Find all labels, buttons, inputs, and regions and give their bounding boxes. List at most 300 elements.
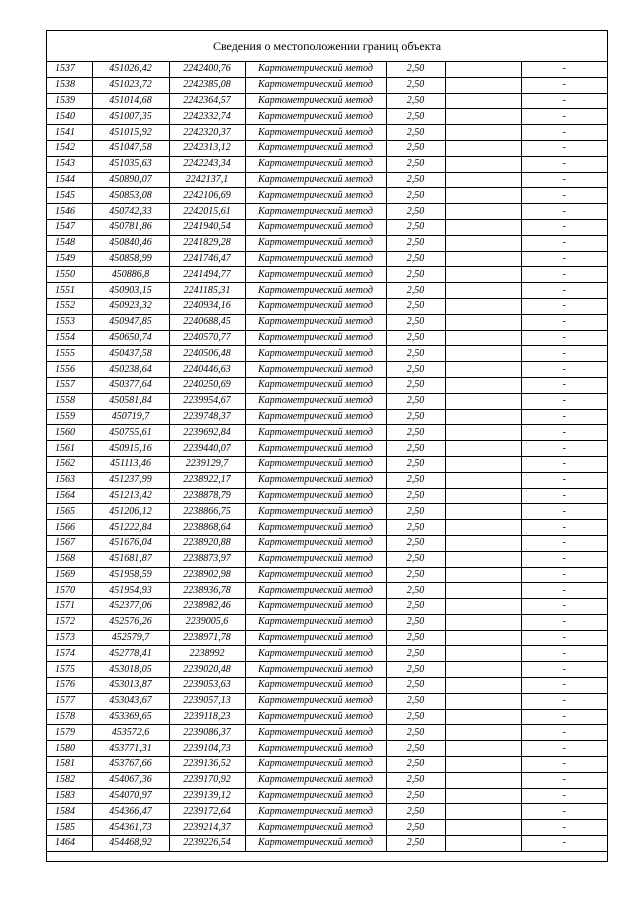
cell-note: - <box>521 788 607 804</box>
cell-x: 451206,12 <box>92 504 169 520</box>
cell-point: 1583 <box>47 788 92 804</box>
cell-note: - <box>521 298 607 314</box>
cell-point: 1568 <box>47 551 92 567</box>
cell-accuracy: 2,50 <box>386 314 445 330</box>
cell-accuracy: 2,50 <box>386 709 445 725</box>
cell-accuracy: 2,50 <box>386 836 445 852</box>
cell-note: - <box>521 725 607 741</box>
cell-point: 1569 <box>47 567 92 583</box>
cell-accuracy: 2,50 <box>386 298 445 314</box>
cell-accuracy: 2,50 <box>386 520 445 536</box>
cell-method: Картометрический метод <box>245 504 386 520</box>
cell-x: 451213,42 <box>92 488 169 504</box>
cell-point: 1580 <box>47 741 92 757</box>
table-row <box>47 109 607 125</box>
cell-description <box>445 646 521 662</box>
cell-method: Картометрический метод <box>245 441 386 457</box>
cell-method: Картометрический метод <box>245 219 386 235</box>
cell-description <box>445 298 521 314</box>
table-row <box>47 456 607 472</box>
cell-note: - <box>521 109 607 125</box>
cell-point: 1547 <box>47 219 92 235</box>
cell-point: 1543 <box>47 156 92 172</box>
cell-method: Картометрический метод <box>245 567 386 583</box>
cell-y: 2242320,37 <box>169 125 245 141</box>
cell-description <box>445 219 521 235</box>
cell-y: 2238866,75 <box>169 504 245 520</box>
cell-accuracy: 2,50 <box>386 156 445 172</box>
cell-x: 450890,07 <box>92 172 169 188</box>
cell-point: 1542 <box>47 140 92 156</box>
cell-note: - <box>521 488 607 504</box>
cell-accuracy: 2,50 <box>386 93 445 109</box>
cell-description <box>445 757 521 773</box>
cell-x: 451015,92 <box>92 125 169 141</box>
cell-point: 1548 <box>47 235 92 251</box>
cell-note: - <box>521 204 607 220</box>
cell-x: 453018,05 <box>92 662 169 678</box>
cell-x: 451014,68 <box>92 93 169 109</box>
cell-y: 2242243,34 <box>169 156 245 172</box>
cell-note: - <box>521 662 607 678</box>
cell-y: 2242364,57 <box>169 93 245 109</box>
cell-y: 2242400,76 <box>169 62 245 77</box>
cell-note: - <box>521 583 607 599</box>
cell-note: - <box>521 251 607 267</box>
table-row <box>47 662 607 678</box>
cell-accuracy: 2,50 <box>386 251 445 267</box>
table-row <box>47 709 607 725</box>
cell-y: 2239440,07 <box>169 441 245 457</box>
cell-note: - <box>521 772 607 788</box>
cell-x: 453043,67 <box>92 693 169 709</box>
cell-method: Картометрический метод <box>245 693 386 709</box>
cell-note: - <box>521 377 607 393</box>
table-row <box>47 725 607 741</box>
cell-accuracy: 2,50 <box>386 172 445 188</box>
cell-y: 2240446,63 <box>169 362 245 378</box>
cell-x: 451035,63 <box>92 156 169 172</box>
table-row <box>47 804 607 820</box>
cell-method: Картометрический метод <box>245 140 386 156</box>
table-row <box>47 788 607 804</box>
table-row <box>47 583 607 599</box>
cell-method: Картометрический метод <box>245 646 386 662</box>
cell-method: Картометрический метод <box>245 235 386 251</box>
table-row <box>47 125 607 141</box>
cell-method: Картометрический метод <box>245 125 386 141</box>
cell-y: 2238922,17 <box>169 472 245 488</box>
cell-point: 1560 <box>47 425 92 441</box>
cell-point: 1574 <box>47 646 92 662</box>
cell-point: 1552 <box>47 298 92 314</box>
cell-x: 451681,87 <box>92 551 169 567</box>
cell-method: Картометрический метод <box>245 583 386 599</box>
cell-accuracy: 2,50 <box>386 393 445 409</box>
cell-note: - <box>521 235 607 251</box>
cell-y: 2240250,69 <box>169 377 245 393</box>
cell-accuracy: 2,50 <box>386 583 445 599</box>
cell-accuracy: 2,50 <box>386 362 445 378</box>
cell-description <box>445 725 521 741</box>
cell-point: 1555 <box>47 346 92 362</box>
cell-method: Картометрический метод <box>245 362 386 378</box>
cell-note: - <box>521 393 607 409</box>
cell-x: 451237,99 <box>92 472 169 488</box>
cell-y: 2240688,45 <box>169 314 245 330</box>
cell-point: 1549 <box>47 251 92 267</box>
cell-accuracy: 2,50 <box>386 804 445 820</box>
cell-point: 1545 <box>47 188 92 204</box>
cell-note: - <box>521 741 607 757</box>
cell-description <box>445 678 521 694</box>
cell-method: Картометрический метод <box>245 788 386 804</box>
cell-description <box>445 583 521 599</box>
cell-accuracy: 2,50 <box>386 235 445 251</box>
cell-description <box>445 283 521 299</box>
cell-accuracy: 2,50 <box>386 330 445 346</box>
cell-method: Картометрический метод <box>245 488 386 504</box>
cell-accuracy: 2,50 <box>386 62 445 77</box>
table-row <box>47 630 607 646</box>
cell-x: 452576,26 <box>92 614 169 630</box>
cell-y: 2242385,08 <box>169 77 245 93</box>
cell-point: 1585 <box>47 820 92 836</box>
cell-note: - <box>521 614 607 630</box>
cell-y: 2238936,78 <box>169 583 245 599</box>
cell-accuracy: 2,50 <box>386 504 445 520</box>
cell-accuracy: 2,50 <box>386 267 445 283</box>
cell-method: Картометрический метод <box>245 757 386 773</box>
table-row <box>47 488 607 504</box>
cell-method: Картометрический метод <box>245 520 386 536</box>
cell-point: 1578 <box>47 709 92 725</box>
document-sheet <box>46 30 608 862</box>
cell-x: 450840,46 <box>92 235 169 251</box>
cell-x: 451954,93 <box>92 583 169 599</box>
cell-method: Картометрический метод <box>245 298 386 314</box>
table-row <box>47 551 607 567</box>
cell-x: 450923,32 <box>92 298 169 314</box>
cell-point: 1582 <box>47 772 92 788</box>
cell-y: 2241940,54 <box>169 219 245 235</box>
cell-point: 1566 <box>47 520 92 536</box>
cell-accuracy: 2,50 <box>386 820 445 836</box>
table-row <box>47 504 607 520</box>
cell-accuracy: 2,50 <box>386 441 445 457</box>
cell-method: Картометрический метод <box>245 109 386 125</box>
cell-note: - <box>521 757 607 773</box>
cell-x: 450437,58 <box>92 346 169 362</box>
cell-y: 2239005,6 <box>169 614 245 630</box>
cell-note: - <box>521 140 607 156</box>
cell-description <box>445 125 521 141</box>
cell-note: - <box>521 346 607 362</box>
cell-description <box>445 62 521 77</box>
cell-description <box>445 788 521 804</box>
cell-x: 453013,87 <box>92 678 169 694</box>
cell-point: 1544 <box>47 172 92 188</box>
cell-note: - <box>521 693 607 709</box>
cell-note: - <box>521 156 607 172</box>
cell-x: 451958,59 <box>92 567 169 583</box>
cell-note: - <box>521 314 607 330</box>
cell-note: - <box>521 709 607 725</box>
cell-method: Картометрический метод <box>245 614 386 630</box>
cell-y: 2239139,12 <box>169 788 245 804</box>
cell-point: 1561 <box>47 441 92 457</box>
table-row <box>47 204 607 220</box>
cell-accuracy: 2,50 <box>386 693 445 709</box>
cell-accuracy: 2,50 <box>386 125 445 141</box>
cell-description <box>445 836 521 852</box>
cell-note: - <box>521 441 607 457</box>
cell-description <box>445 772 521 788</box>
cell-y: 2238868,64 <box>169 520 245 536</box>
table-row <box>47 140 607 156</box>
cell-x: 452579,7 <box>92 630 169 646</box>
cell-x: 450947,85 <box>92 314 169 330</box>
cell-x: 451026,42 <box>92 62 169 77</box>
table-row <box>47 441 607 457</box>
cell-method: Картометрический метод <box>245 836 386 852</box>
cell-x: 454468,92 <box>92 836 169 852</box>
cell-y: 2239053,63 <box>169 678 245 694</box>
cell-method: Картометрический метод <box>245 662 386 678</box>
cell-point: 1558 <box>47 393 92 409</box>
cell-note: - <box>521 219 607 235</box>
cell-accuracy: 2,50 <box>386 219 445 235</box>
cell-point: 1546 <box>47 204 92 220</box>
table-row <box>47 741 607 757</box>
cell-y: 2239104,73 <box>169 741 245 757</box>
cell-note: - <box>521 567 607 583</box>
cell-point: 1567 <box>47 535 92 551</box>
cell-description <box>445 820 521 836</box>
cell-point: 1556 <box>47 362 92 378</box>
table-row <box>47 772 607 788</box>
cell-point: 1577 <box>47 693 92 709</box>
cell-point: 1540 <box>47 109 92 125</box>
cell-accuracy: 2,50 <box>386 488 445 504</box>
table-row <box>47 188 607 204</box>
cell-method: Картометрический метод <box>245 267 386 283</box>
cell-x: 450719,7 <box>92 409 169 425</box>
cell-y: 2242313,12 <box>169 140 245 156</box>
cell-x: 452778,41 <box>92 646 169 662</box>
cell-method: Картометрический метод <box>245 283 386 299</box>
cell-description <box>445 472 521 488</box>
cell-y: 2242332,74 <box>169 109 245 125</box>
cell-accuracy: 2,50 <box>386 599 445 615</box>
cell-method: Картометрический метод <box>245 535 386 551</box>
cell-point: 1537 <box>47 62 92 77</box>
cell-note: - <box>521 646 607 662</box>
cell-method: Картометрический метод <box>245 772 386 788</box>
cell-x: 454070,97 <box>92 788 169 804</box>
cell-method: Картометрический метод <box>245 551 386 567</box>
cell-description <box>445 425 521 441</box>
table-row <box>47 409 607 425</box>
cell-note: - <box>521 551 607 567</box>
cell-accuracy: 2,50 <box>386 140 445 156</box>
cell-description <box>445 630 521 646</box>
cell-x: 451023,72 <box>92 77 169 93</box>
cell-y: 2241185,31 <box>169 283 245 299</box>
cell-description <box>445 535 521 551</box>
table-row <box>47 77 607 93</box>
cell-method: Картометрический метод <box>245 377 386 393</box>
cell-description <box>445 172 521 188</box>
cell-note: - <box>521 520 607 536</box>
cell-x: 450781,86 <box>92 219 169 235</box>
cell-x: 450238,64 <box>92 362 169 378</box>
cell-description <box>445 362 521 378</box>
table-row <box>47 377 607 393</box>
cell-description <box>445 520 521 536</box>
table-row <box>47 346 607 362</box>
cell-y: 2239748,37 <box>169 409 245 425</box>
cell-description <box>445 567 521 583</box>
cell-x: 450377,64 <box>92 377 169 393</box>
cell-note: - <box>521 678 607 694</box>
cell-point: 1570 <box>47 583 92 599</box>
cell-y: 2241746,47 <box>169 251 245 267</box>
cell-point: 1584 <box>47 804 92 820</box>
cell-x: 450755,61 <box>92 425 169 441</box>
table-row <box>47 330 607 346</box>
cell-accuracy: 2,50 <box>386 741 445 757</box>
document-title: Сведения о местоположении границ объекта <box>47 31 607 62</box>
table-row <box>47 520 607 536</box>
cell-point: 1581 <box>47 757 92 773</box>
cell-note: - <box>521 267 607 283</box>
cell-x: 451676,04 <box>92 535 169 551</box>
cell-y: 2239214,37 <box>169 820 245 836</box>
cell-description <box>445 709 521 725</box>
table-row <box>47 820 607 836</box>
cell-note: - <box>521 820 607 836</box>
cell-accuracy: 2,50 <box>386 377 445 393</box>
table-row <box>47 393 607 409</box>
cell-method: Картометрический метод <box>245 172 386 188</box>
cell-y: 2239129,7 <box>169 456 245 472</box>
cell-x: 453572,6 <box>92 725 169 741</box>
cell-point: 1576 <box>47 678 92 694</box>
cell-method: Картометрический метод <box>245 472 386 488</box>
cell-method: Картометрический метод <box>245 678 386 694</box>
cell-method: Картометрический метод <box>245 251 386 267</box>
cell-accuracy: 2,50 <box>386 204 445 220</box>
cell-y: 2239692,84 <box>169 425 245 441</box>
cell-note: - <box>521 472 607 488</box>
cell-method: Картометрический метод <box>245 188 386 204</box>
table-row <box>47 298 607 314</box>
cell-x: 451222,84 <box>92 520 169 536</box>
table-row <box>47 678 607 694</box>
cell-method: Картометрический метод <box>245 599 386 615</box>
cell-note: - <box>521 362 607 378</box>
cell-point: 1563 <box>47 472 92 488</box>
cell-note: - <box>521 456 607 472</box>
table-row <box>47 693 607 709</box>
cell-x: 454361,73 <box>92 820 169 836</box>
cell-accuracy: 2,50 <box>386 772 445 788</box>
cell-point: 1557 <box>47 377 92 393</box>
cell-accuracy: 2,50 <box>386 283 445 299</box>
cell-x: 453767,66 <box>92 757 169 773</box>
cell-description <box>445 551 521 567</box>
cell-note: - <box>521 425 607 441</box>
cell-description <box>445 488 521 504</box>
cell-y: 2242106,69 <box>169 188 245 204</box>
cell-y: 2239226,54 <box>169 836 245 852</box>
cell-point: 1538 <box>47 77 92 93</box>
cell-point: 1541 <box>47 125 92 141</box>
cell-description <box>445 346 521 362</box>
cell-description <box>445 156 521 172</box>
cell-y: 2240506,48 <box>169 346 245 362</box>
cell-point: 1575 <box>47 662 92 678</box>
cell-note: - <box>521 804 607 820</box>
cell-method: Картометрический метод <box>245 725 386 741</box>
cell-y: 2241494,77 <box>169 267 245 283</box>
table-row <box>47 283 607 299</box>
cell-description <box>445 377 521 393</box>
cell-accuracy: 2,50 <box>386 614 445 630</box>
cell-description <box>445 409 521 425</box>
cell-description <box>445 314 521 330</box>
cell-x: 451113,46 <box>92 456 169 472</box>
cell-x: 450915,16 <box>92 441 169 457</box>
cell-x: 450903,15 <box>92 283 169 299</box>
cell-y: 2239057,13 <box>169 693 245 709</box>
cell-description <box>445 741 521 757</box>
cell-note: - <box>521 630 607 646</box>
cell-point: 1539 <box>47 93 92 109</box>
cell-y: 2238992 <box>169 646 245 662</box>
cell-method: Картометрический метод <box>245 204 386 220</box>
cell-x: 451047,58 <box>92 140 169 156</box>
cell-description <box>445 504 521 520</box>
cell-description <box>445 267 521 283</box>
cell-accuracy: 2,50 <box>386 535 445 551</box>
cell-description <box>445 330 521 346</box>
cell-method: Картометрический метод <box>245 156 386 172</box>
cell-accuracy: 2,50 <box>386 551 445 567</box>
table-row <box>47 62 607 77</box>
cell-description <box>445 693 521 709</box>
cell-method: Картометрический метод <box>245 93 386 109</box>
table-row <box>47 614 607 630</box>
table-row <box>47 472 607 488</box>
cell-description <box>445 77 521 93</box>
table-row <box>47 156 607 172</box>
cell-y: 2242015,61 <box>169 204 245 220</box>
cell-note: - <box>521 172 607 188</box>
cell-point: 1573 <box>47 630 92 646</box>
cell-x: 450742,33 <box>92 204 169 220</box>
cell-point: 1554 <box>47 330 92 346</box>
cell-x: 453369,65 <box>92 709 169 725</box>
cell-point: 1565 <box>47 504 92 520</box>
cell-accuracy: 2,50 <box>386 646 445 662</box>
cell-accuracy: 2,50 <box>386 188 445 204</box>
cell-point: 1572 <box>47 614 92 630</box>
table-row <box>47 219 607 235</box>
cell-y: 2239170,92 <box>169 772 245 788</box>
cell-x: 451007,35 <box>92 109 169 125</box>
